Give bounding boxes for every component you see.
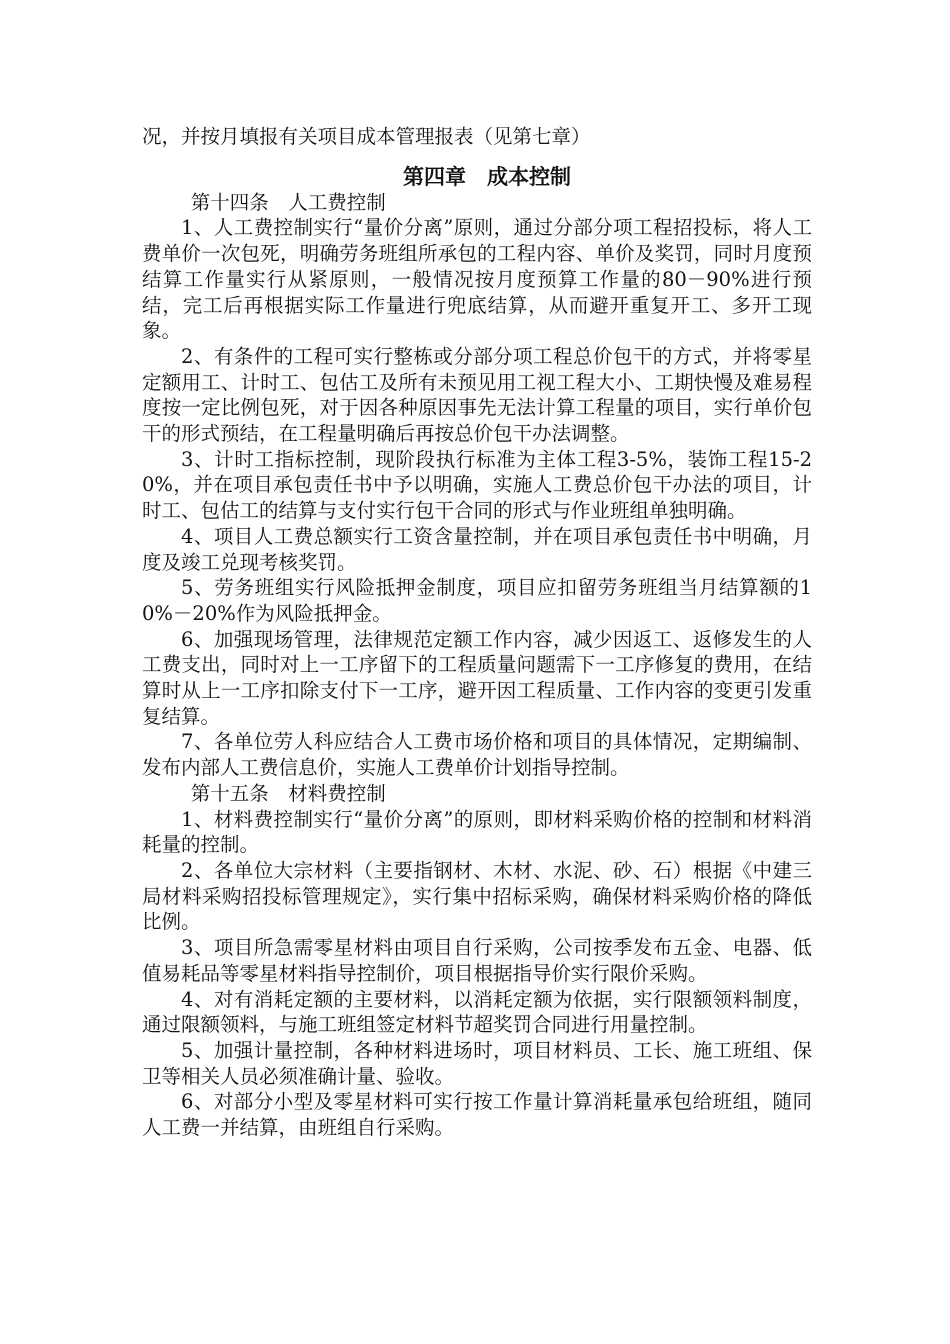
article-14-item-6: 6、加强现场管理，法律规范定额工作内容，减少因返工、返修发生的人工费支出，同时对上一工序留下的工程质量问题需下一工序修复的费用，在结算时从上一工序扣除支付下一工序，避开因工程质量、工作内容的变更引发重复结算。 xyxy=(142,627,812,728)
article-14-item-4: 4、项目人工费总额实行工资含量控制，并在项目承包责任书中明确，月度及竣工兑现考核奖罚。 xyxy=(142,524,812,574)
article-15-item-5: 5、加强计量控制，各种材料进场时，项目材料员、工长、施工班组、保卫等相关人员必须准确计量、验收。 xyxy=(142,1038,812,1088)
article-14-item-7: 7、各单位劳人科应结合人工费市场价格和项目的具体情况，定期编制、发布内部人工费信息价，实施人工费单价计划指导控制。 xyxy=(142,730,812,780)
article-15-title: 第十五条 材料费控制 xyxy=(190,781,386,805)
article-15-item-1: 1、材料费控制实行“量价分离”的原则，即材料采购价格的控制和材料消耗量的控制。 xyxy=(142,807,812,857)
article-15-item-4: 4、对有消耗定额的主要材料，以消耗定额为依据，实行限额领料制度，通过限额领料，与施工班组签定材料节超奖罚合同进行用量控制。 xyxy=(142,987,812,1037)
article-14-item-3: 3、计时工指标控制，现阶段执行标准为主体工程3-5%，装饰工程15-20%，并在项目承包责任书中予以明确，实施人工费总价包干办法的项目，计时工、包估工的结算与支付实行包干合同的形式与作业班组单独明确。 xyxy=(142,447,812,523)
continuation-paragraph: 况，并按月填报有关项目成本管理报表（见第七章） xyxy=(142,125,591,148)
article-15-item-6: 6、对部分小型及零星材料可实行按工作量计算消耗量承包给班组，随同人工费一并结算，由班组自行采购。 xyxy=(142,1090,812,1140)
article-15-item-2: 2、各单位大宗材料（主要指钢材、木材、水泥、砂、石）根据《中建三局材料采购招投标管理规定》，实行集中招标采购，确保材料采购价格的降低比例。 xyxy=(142,858,812,934)
article-15-item-3: 3、项目所急需零星材料由项目自行采购，公司按季发布五金、电器、低值易耗品等零星材料指导控制价，项目根据指导价实行限价采购。 xyxy=(142,936,812,985)
chapter-title: 第四章 成本控制 xyxy=(403,164,571,189)
article-14-item-2: 2、有条件的工程可实行整栋或分部分项工程总价包干的方式，并将零星定额用工、计时工、包估工及所有未预见用工视工程大小、工期快慢及难易程度按一定比例包死，对于因各种原因事先无法计算工程量的项目，实行单价包干的形式预结，在工程量明确后再按总价包干办法调整。 xyxy=(142,344,812,446)
document-page xyxy=(142,124,812,1141)
article-14-item-5: 5、劳务班组实行风险抵押金制度，项目应扣留劳务班组当月结算额的10%－20%作为风险抵押金。 xyxy=(142,576,812,625)
article-14-item-1: 1、人工费控制实行“量价分离”原则，通过分部分项工程招投标，将人工费单价一次包死，明确劳务班组所承包的工程内容、单价及奖罚，同时月度预结算工作量实行从紧原则，一般情况按月度预算工作量的80－90%进行预结，完工后再根据实际工作量进行兜底结算，从而避开重复开工、多开工现象。 xyxy=(142,216,812,343)
article-14-title: 第十四条 人工费控制 xyxy=(190,190,386,214)
